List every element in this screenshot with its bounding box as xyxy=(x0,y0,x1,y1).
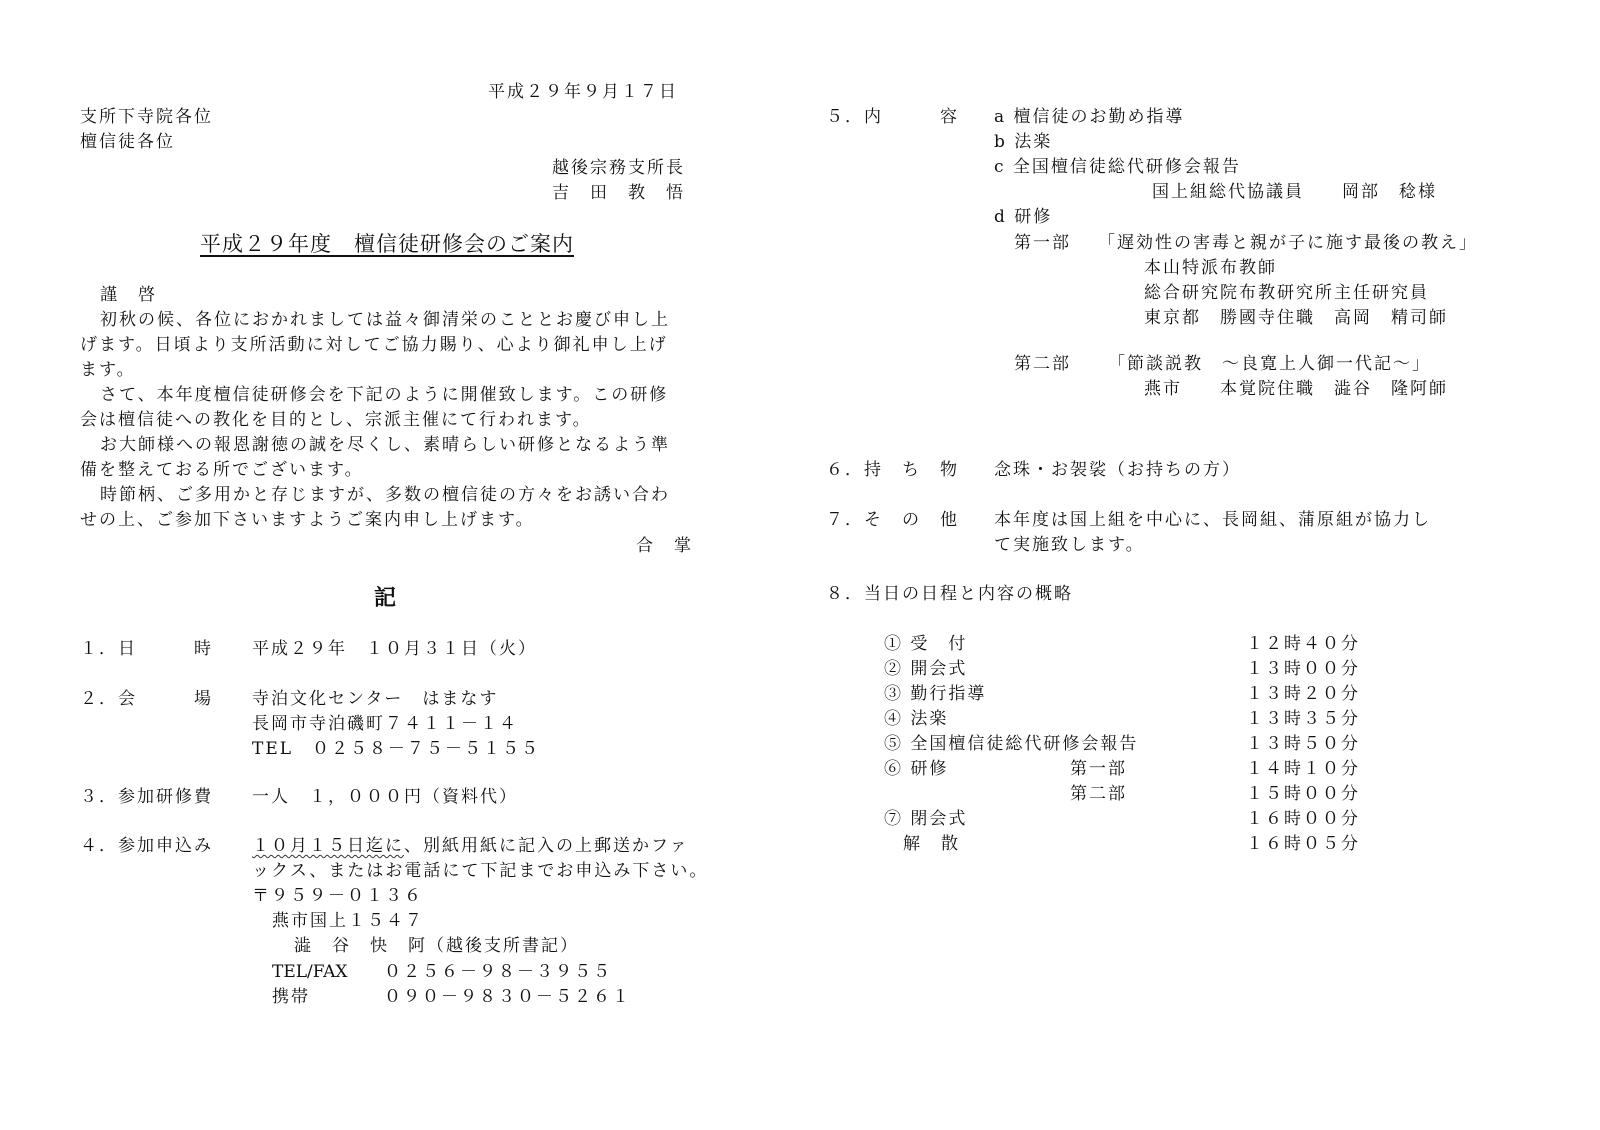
schedule-item-name: ⑦ 閉会式 xyxy=(884,809,968,829)
schedule-item-name: ③ 勤行指導 xyxy=(884,684,987,704)
schedule-item-sub: 第二部 xyxy=(1070,784,1127,804)
opening-greeting: 謹 啓 xyxy=(100,285,157,305)
part2-label: 第二部 xyxy=(1014,354,1071,374)
part2-speaker-line: 燕市 本覚院住職 澁谷 隆阿師 xyxy=(1144,379,1448,399)
content-b: b 法楽 xyxy=(994,132,1053,152)
schedule-item-time: １５時００分 xyxy=(1246,784,1360,804)
schedule-item-time: １６時００分 xyxy=(1246,809,1360,829)
other-line: 本年度は国上組を中心に、長岡組、蒲原組が協力し xyxy=(994,510,1431,530)
content-d: d 研修 xyxy=(994,207,1053,227)
letter-line: 会は檀信徒への教化を目的とし、宗派主催にて行われます。 xyxy=(80,410,592,430)
letter-line: お大師様への報恩謝徳の誠を尽くし、素晴らしい研修となるよう準 xyxy=(100,435,670,455)
venue-name: 寺泊文化センター はまなす xyxy=(252,689,499,709)
schedule-item-name: ④ 法楽 xyxy=(884,709,949,729)
application-deadline: １０月１５日迄に xyxy=(252,836,404,856)
venue-address: 長岡市寺泊磯町７４１１－１４ xyxy=(252,714,518,734)
item-label-belongings: ６．持 ち 物 xyxy=(826,460,959,480)
letter-line: 初秋の候、各位におかれましては益々御清栄のこととお慶び申し上 xyxy=(100,310,670,330)
letter-line: さて、本年度檀信徒研修会を下記のように開催致します。この研修 xyxy=(100,385,669,405)
letter-line: 時節柄、ご多用かと存じますが、多数の檀信徒の方々をお誘い合わ xyxy=(100,485,670,505)
contact-mobile: ０９０－９８３０－５２６１ xyxy=(384,987,631,1007)
letter-line: げます。日頃より支所活動に対してご協力賜り、心より御礼申し上げ xyxy=(80,335,668,355)
content-c: c 全国檀信徒総代研修会報告 xyxy=(994,157,1241,177)
schedule-item-name: ② 開会式 xyxy=(884,659,968,679)
sender-title: 越後宗務支所長 xyxy=(552,158,685,178)
application-line-1 xyxy=(252,834,689,859)
schedule-item-time: １３時００分 xyxy=(1246,659,1360,679)
contact-address: 燕市国上１５４７ xyxy=(272,911,424,931)
other-line: て実施致します。 xyxy=(994,535,1145,555)
part1-speaker-line: 総合研究院布教研究所主任研究員 xyxy=(1144,283,1429,303)
part1-title: 「遅効性の害毒と親が子に施す最後の教え」 xyxy=(1098,233,1478,253)
item-value-fee: 一人 １，０００円（資料代） xyxy=(252,787,518,807)
schedule-item-time: １４時１０分 xyxy=(1246,759,1360,779)
letter-line: せの上、ご参加下さいますようご案内申し上げます。 xyxy=(80,510,535,530)
contact-name: 澁 谷 快 阿（越後支所書記） xyxy=(294,936,579,956)
schedule-item-time: １３時５０分 xyxy=(1246,734,1360,754)
schedule-item-sub: 第一部 xyxy=(1070,759,1127,779)
letter-line: 備を整えておる所でございます。 xyxy=(80,460,364,480)
venue-tel: TEL ０２５８－７５－５１５５ xyxy=(252,739,541,759)
schedule-item-time: １２時４０分 xyxy=(1246,634,1360,654)
content-a: a 檀信徒のお勤め指導 xyxy=(994,107,1185,127)
application-text: 、別紙用紙に記入の上郵送かファ xyxy=(404,836,689,856)
contact-mobile-label: 携帯 xyxy=(272,987,310,1007)
schedule-item-time: １６時０５分 xyxy=(1246,834,1360,854)
ki-heading: 記 xyxy=(374,585,397,611)
contact-telfax-label: TEL/FAX xyxy=(272,962,348,982)
item-label-content: ５．内 容 xyxy=(826,107,959,127)
item-label-fee: ３．参加研修費 xyxy=(80,787,213,807)
item-value-belongings: 念珠・お袈裟（お持ちの方） xyxy=(994,460,1241,480)
sender-name: 吉 田 教 悟 xyxy=(552,183,685,203)
closing-gassho: 合 掌 xyxy=(636,536,693,556)
part1-label: 第一部 xyxy=(1014,233,1071,253)
document-date: 平成２９年９月１７日 xyxy=(488,82,678,102)
schedule-item-name: 解 散 xyxy=(884,834,960,854)
part1-speaker-line: 本山特派布教師 xyxy=(1144,258,1277,278)
item-value-date: 平成２９年 １０月３１日（火） xyxy=(252,639,537,659)
schedule-item-name: ⑥ 研修 xyxy=(884,759,949,779)
addressee-members: 檀信徒各位 xyxy=(80,132,175,152)
schedule-item-time: １３時３５分 xyxy=(1246,709,1360,729)
contact-postal: 〒９５９－０１３６ xyxy=(252,886,423,906)
addressee-temples: 支所下寺院各位 xyxy=(80,107,213,127)
contact-telfax: ０２５６－９８－３９５５ xyxy=(384,962,612,982)
part2-title: 「節談説教 ～良寛上人御一代記～」 xyxy=(1108,354,1431,374)
part1-speaker-line: 東京都 勝國寺住職 高岡 精司師 xyxy=(1144,308,1448,328)
application-line-2: ックス、またはお電話にて下記までお申込み下さい。 xyxy=(252,861,709,881)
item-label-other: ７．そ の 他 xyxy=(826,510,959,530)
schedule-item-name: ① 受 付 xyxy=(884,634,968,654)
schedule-item-name: ⑤ 全国檀信徒総代研修会報告 xyxy=(884,734,1139,754)
item-label-application: ４．参加申込み xyxy=(80,836,213,856)
item-label-date: １．日 時 xyxy=(80,639,213,659)
item-label-schedule: ８．当日の日程と内容の概略 xyxy=(826,584,1073,604)
page-title: 平成２９年度 檀信徒研修会のご案内 xyxy=(200,232,574,256)
content-c-speaker: 国上組総代協議員 岡部 稔様 xyxy=(1152,182,1437,202)
schedule-item-time: １３時２０分 xyxy=(1246,684,1360,704)
letter-line: ます。 xyxy=(80,360,136,380)
item-label-venue: ２．会 場 xyxy=(80,689,213,709)
